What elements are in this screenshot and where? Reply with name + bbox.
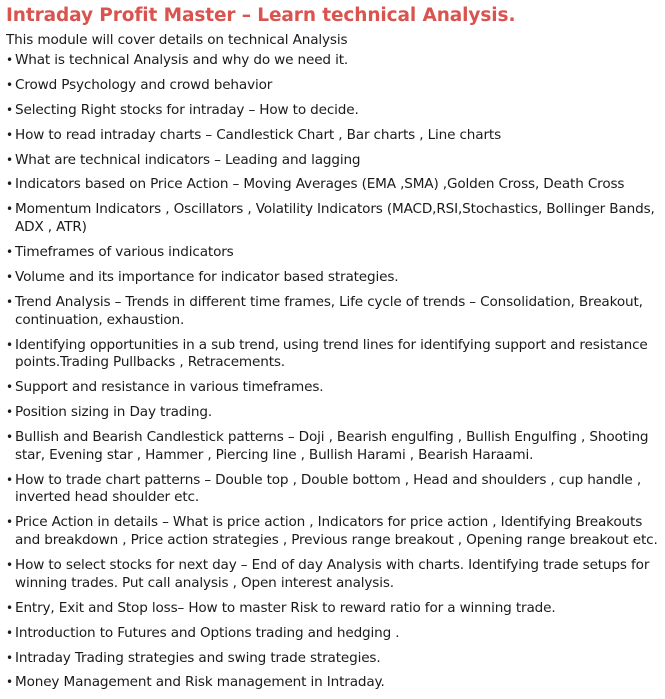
list-item bbox=[6, 52, 659, 70]
bullet-icon: • bbox=[6, 177, 13, 192]
bullet-icon: • bbox=[6, 294, 13, 309]
bullet-icon: • bbox=[6, 269, 13, 284]
list-item bbox=[6, 429, 659, 465]
list-item bbox=[6, 294, 659, 330]
list-item-text: Crowd Psychology and crowd behavior bbox=[15, 76, 273, 93]
bullet-icon: • bbox=[6, 202, 13, 217]
list-item-text: Volume and its importance for indicator based strategies. bbox=[15, 268, 399, 285]
bullet-icon: • bbox=[6, 152, 13, 167]
list-item bbox=[6, 404, 659, 422]
list-item-text: Introduction to Futures and Options trading and hedging . bbox=[15, 624, 400, 641]
bullet-icon: • bbox=[6, 472, 13, 487]
list-item-text: How to read intraday charts – Candlestick Chart , Bar charts , Line charts bbox=[15, 126, 502, 143]
bullet-icon: • bbox=[6, 77, 13, 92]
list-item bbox=[6, 201, 659, 237]
list-item bbox=[6, 379, 659, 397]
list-item bbox=[6, 600, 659, 618]
list-item-text: Price Action in details – What is price action , Indicators for price action , Identifying Breakouts and breakdown , Price action strategies , Previous range breakout , Opening range breakout etc. bbox=[15, 514, 658, 549]
bullet-icon: • bbox=[6, 515, 13, 530]
list-item-text: Support and resistance in various timeframes. bbox=[15, 379, 324, 396]
page-title: Intraday Profit Master – Learn technical Analysis. bbox=[6, 5, 516, 26]
list-item bbox=[6, 269, 659, 287]
list-item bbox=[6, 127, 659, 145]
bullet-icon: • bbox=[6, 337, 13, 352]
list-item-text: Entry, Exit and Stop loss– How to master Risk to reward ratio for a winning trade. bbox=[15, 599, 556, 616]
bullet-icon: • bbox=[6, 650, 13, 665]
list-item-text: Money Management and Risk management in Intraday. bbox=[15, 674, 385, 691]
bullet-icon: • bbox=[6, 102, 13, 117]
list-item bbox=[6, 650, 659, 668]
list-item-text: Selecting Right stocks for intraday – How to decide. bbox=[15, 101, 359, 118]
list-item-text: Identifying opportunities in a sub trend, using trend lines for identifying support and resistance points.Trading Pullbacks , Retracements. bbox=[15, 336, 648, 371]
intro-text: This module will cover details on technical Analysis bbox=[6, 32, 348, 48]
list-item bbox=[6, 472, 659, 508]
list-item bbox=[6, 625, 659, 643]
list-item-text: How to trade chart patterns – Double top , Double bottom , Head and shoulders , cup handle , inverted head shoulder etc. bbox=[15, 471, 641, 506]
list-item bbox=[6, 244, 659, 262]
list-item-text: Position sizing in Day trading. bbox=[15, 404, 213, 421]
list-item bbox=[6, 152, 659, 170]
list-item-text: What is technical Analysis and why do we need it. bbox=[15, 52, 349, 68]
list-item bbox=[6, 102, 659, 120]
bullet-icon: • bbox=[6, 245, 13, 260]
list-item-text: Bullish and Bearish Candlestick patterns – Doji , Bearish engulfing , Bullish Engulfing , Shooting star, Evening star , Hammer , Piercing line , Bullish Harami , Bearish Haraami. bbox=[15, 428, 649, 463]
list-item-text: Timeframes of various indicators bbox=[15, 244, 234, 261]
bullet-icon: • bbox=[6, 558, 13, 573]
bullet-icon: • bbox=[6, 625, 13, 640]
list-item-text: Momentum Indicators , Oscillators , Volatility Indicators (MACD,RSI,Stochastics, Bollinger Bands, ADX , ATR) bbox=[15, 201, 655, 236]
bullet-icon: • bbox=[6, 429, 13, 444]
bullet-icon: • bbox=[6, 127, 13, 142]
bullet-icon: • bbox=[6, 380, 13, 395]
list-item bbox=[6, 77, 659, 95]
list-item bbox=[6, 337, 659, 373]
bullet-icon: • bbox=[6, 405, 13, 420]
bullet-icon: • bbox=[6, 53, 13, 67]
list-item-text: Trend Analysis – Trends in different time frames, Life cycle of trends – Consolidation, Breakout, continuation, exhaustion. bbox=[15, 293, 643, 328]
list-item bbox=[6, 176, 659, 194]
list-item-text: Intraday Trading strategies and swing trade strategies. bbox=[15, 649, 381, 666]
list-item-text: What are technical indicators – Leading and lagging bbox=[15, 151, 361, 168]
list-item bbox=[6, 557, 659, 593]
list-item-text: How to select stocks for next day – End of day Analysis with charts. Identifying trade setups for winning trades. Put call analysis , Open interest analysis. bbox=[15, 557, 650, 591]
list-item bbox=[6, 514, 659, 550]
bullet-icon: • bbox=[6, 600, 13, 615]
bullet-icon: • bbox=[6, 675, 13, 690]
list-item bbox=[6, 674, 659, 692]
list-item-text: Indicators based on Price Action – Moving Averages (EMA ,SMA) ,Golden Cross, Death Cross bbox=[15, 176, 625, 193]
topic-list bbox=[6, 52, 659, 692]
